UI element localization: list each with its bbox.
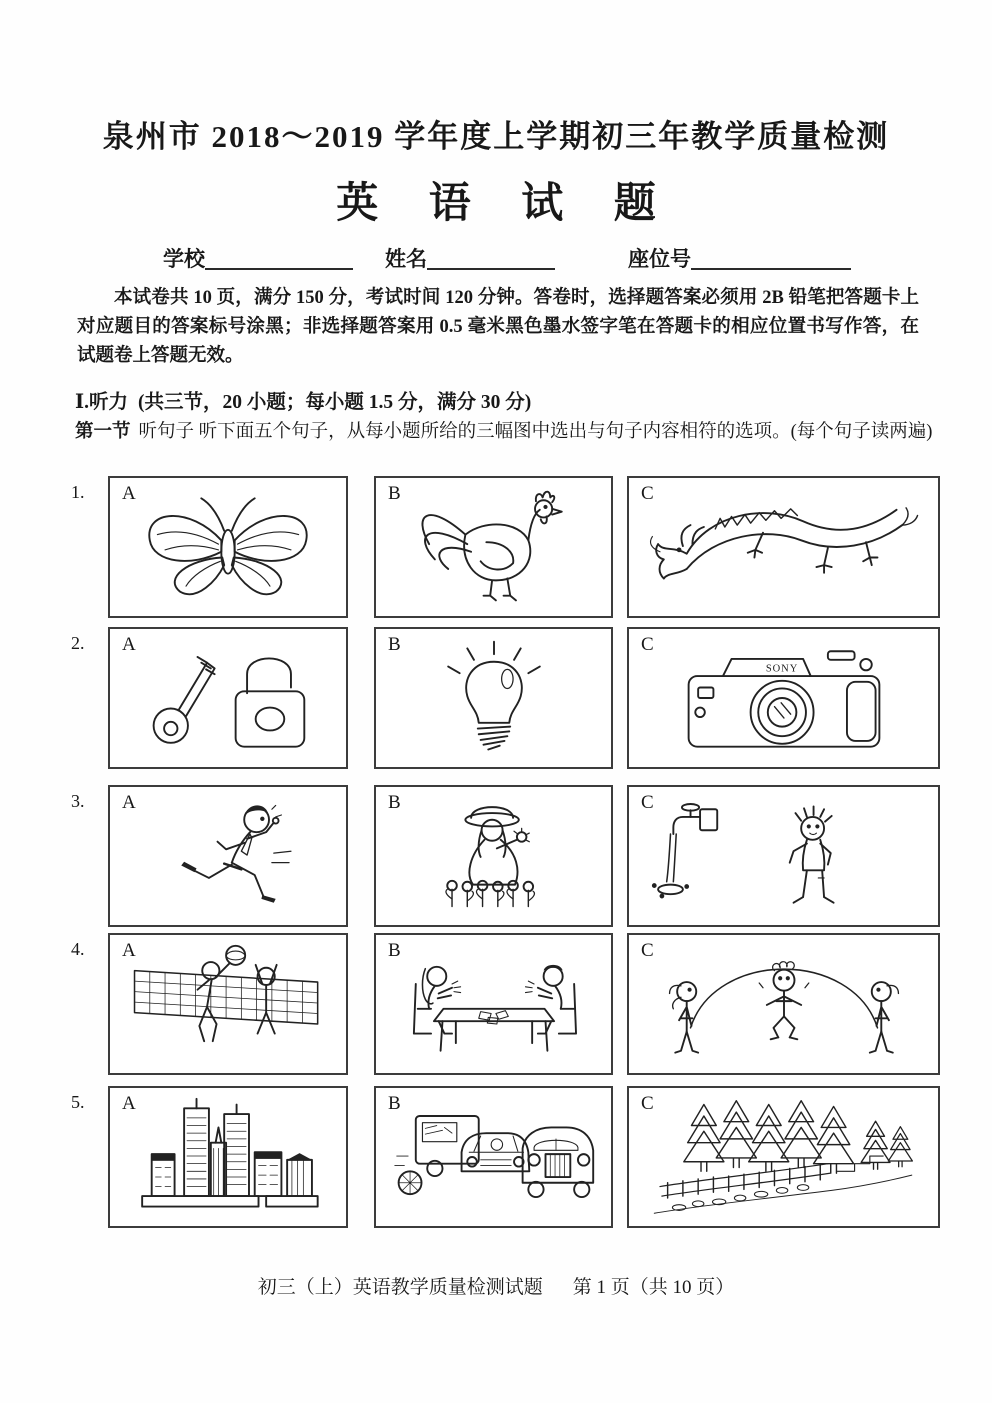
option-label: C xyxy=(641,792,654,813)
option-label: C xyxy=(641,634,654,655)
option-cell xyxy=(627,1086,940,1228)
question-row-1 xyxy=(71,476,940,618)
school-field xyxy=(163,243,353,273)
option-label: C xyxy=(641,1093,654,1114)
volleyball-match-image xyxy=(122,942,334,1066)
page-footer xyxy=(0,1272,992,1299)
question-row-5 xyxy=(71,1086,940,1228)
option-label: A xyxy=(122,634,136,655)
traffic-jam-image xyxy=(388,1095,600,1219)
picture-options-grid xyxy=(71,476,940,1228)
question-number: 3. xyxy=(71,791,85,811)
section1-detail: (共三节，20 小题；每小题 1.5 分，满分 30 分) xyxy=(138,392,532,413)
question-number: 4. xyxy=(71,939,85,959)
option-cell xyxy=(627,476,940,618)
option-cell xyxy=(374,933,613,1075)
option-cell xyxy=(108,627,348,769)
footer-page-info: 第 1 页（共 10 页） xyxy=(572,1277,735,1298)
option-label: B xyxy=(388,483,401,504)
exam-title: 泉州市 2018～2019 学年度上学期初三年教学质量检测 xyxy=(102,119,890,154)
girl-picking-flowers-image xyxy=(388,794,600,918)
footer-doc-title: 初三（上）英语教学质量检测试题 xyxy=(257,1277,543,1298)
option-cell xyxy=(108,785,348,927)
section1-title: Ⅰ.听力 xyxy=(75,392,128,413)
option-label: A xyxy=(122,483,136,504)
boy-with-running-tap-image xyxy=(638,794,930,918)
butterfly-image xyxy=(122,485,334,609)
option-cell xyxy=(108,1086,348,1228)
question-number: 1. xyxy=(71,482,85,502)
name-field xyxy=(385,243,555,273)
option-cell xyxy=(627,933,940,1075)
section1-heading xyxy=(75,386,531,414)
option-cell xyxy=(108,476,348,618)
question-number: 5. xyxy=(71,1092,85,1112)
option-cell xyxy=(108,933,348,1075)
option-label: C xyxy=(641,940,654,961)
rooster-image xyxy=(388,485,600,609)
option-label: B xyxy=(388,1093,401,1114)
option-cell xyxy=(627,627,940,769)
option-label: C xyxy=(641,483,654,504)
question-row-2 xyxy=(71,627,940,769)
camera-image xyxy=(638,636,930,760)
option-cell xyxy=(374,627,613,769)
school-label: 学校 xyxy=(163,247,205,271)
part1-text: 听句子 听下面五个句子，从每小题所给的三幅图中选出与句子内容相符的选项。(每个句子读两遍) xyxy=(138,422,933,442)
seat-blank-line xyxy=(691,248,851,270)
question-row-4 xyxy=(71,933,940,1075)
option-label: A xyxy=(122,940,136,961)
option-label: B xyxy=(388,940,401,961)
forest-path-image xyxy=(638,1095,930,1219)
school-blank-line xyxy=(205,248,353,270)
option-label: A xyxy=(122,792,136,813)
children-jumping-rope-image xyxy=(638,942,930,1066)
option-cell xyxy=(374,476,613,618)
light-bulb-image xyxy=(388,636,600,760)
city-skyline-image xyxy=(122,1095,334,1219)
chinese-dragon-image xyxy=(638,485,930,609)
option-label: B xyxy=(388,634,401,655)
seat-label: 座位号 xyxy=(628,247,691,271)
option-cell xyxy=(374,785,613,927)
name-blank-line xyxy=(427,248,555,270)
option-label: B xyxy=(388,792,401,813)
part1-label: 第一节 xyxy=(75,422,131,442)
playing-cards-at-table-image xyxy=(388,942,600,1066)
name-label: 姓名 xyxy=(385,247,427,271)
option-label: A xyxy=(122,1093,136,1114)
key-and-padlock-image xyxy=(122,636,334,760)
man-running-image xyxy=(122,794,334,918)
subject-title: 英 语 试 题 xyxy=(336,181,676,227)
option-cell xyxy=(627,785,940,927)
question-row-3 xyxy=(71,785,940,927)
exam-instructions: 本试卷共 10 页，满分 150 分，考试时间 120 分钟。答卷时，选择题答案必须用 2B 铅笔把答题卡上对应题目的答案标号涂黑；非选择题答案用 0.5 毫米黑色墨水签字笔在答题卡的相应位置书写作答，在试题卷上答题无效。 xyxy=(77,288,919,366)
option-cell xyxy=(374,1086,613,1228)
camera-brand-text: SONY xyxy=(765,663,798,675)
part1-instruction xyxy=(75,417,933,447)
seat-field xyxy=(628,243,851,273)
question-number: 2. xyxy=(71,633,85,653)
